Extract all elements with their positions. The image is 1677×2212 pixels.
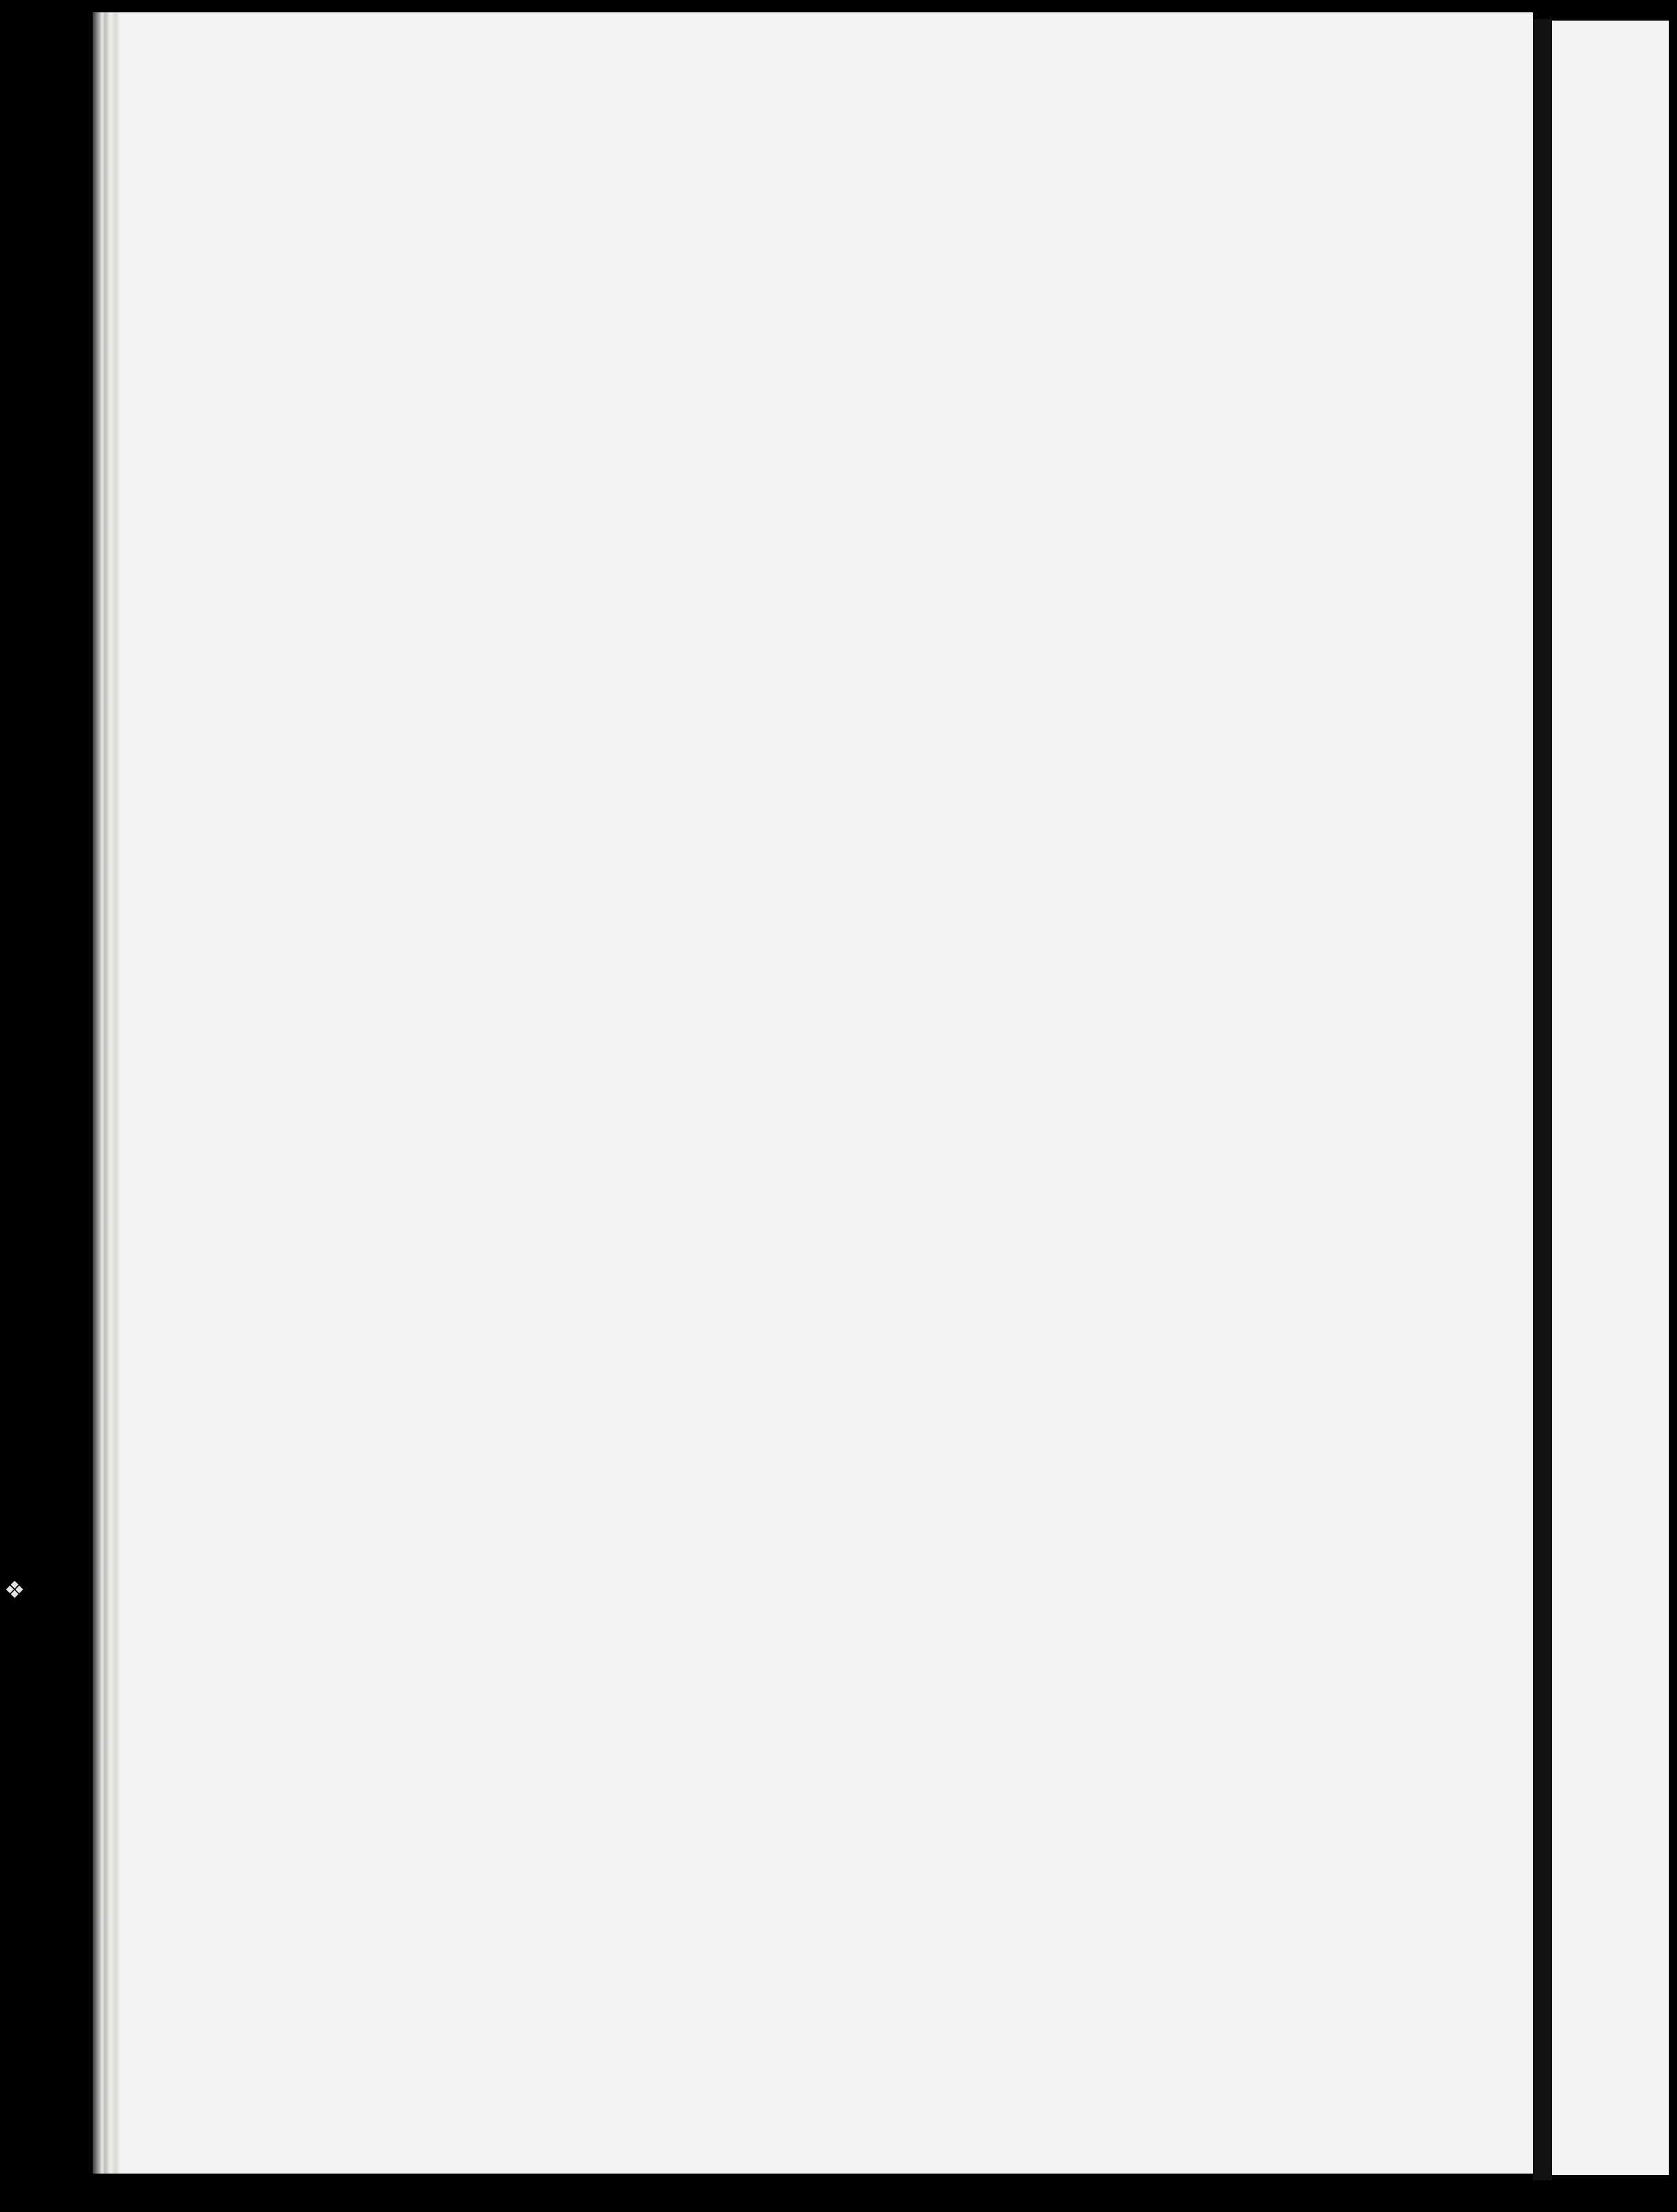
page-content (288, 137, 1365, 244)
gutter-shadow (1533, 19, 1552, 2180)
page-header (288, 137, 1365, 199)
page-binding-edge (93, 12, 120, 2174)
facing-page-edge (1552, 21, 1669, 2175)
scanner-mark-icon: ❖ (4, 1578, 25, 1603)
book-page (96, 12, 1533, 2174)
